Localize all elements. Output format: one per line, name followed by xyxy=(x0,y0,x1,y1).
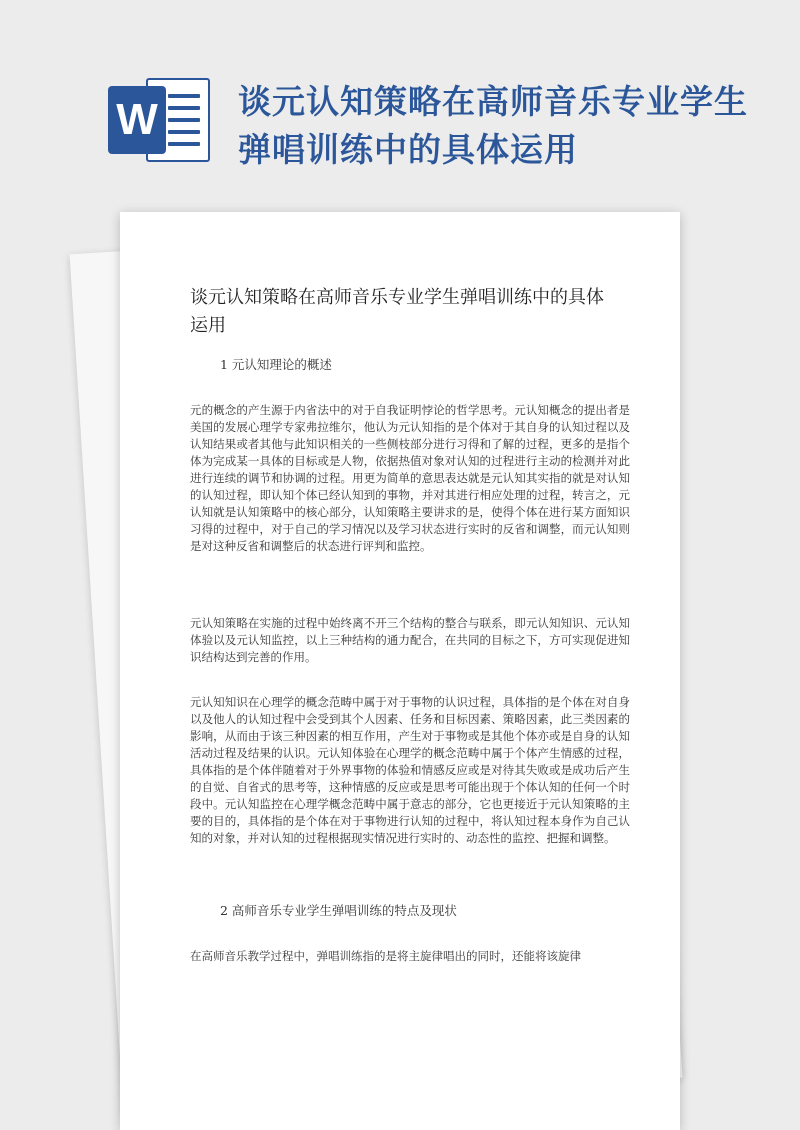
header xyxy=(0,0,800,200)
document-page xyxy=(120,212,680,1130)
word-badge-icon: W xyxy=(108,86,166,154)
paragraph-2: 元认知策略在实施的过程中始终离不开三个结构的整合与联系，即元认知知识、元认知体验以及元认知监控，以上三种结构的通力配合，在共同的目标之下，方可实现促进知识结构达到完善的作用。 xyxy=(190,616,630,664)
word-document-icon xyxy=(108,74,212,166)
paragraph-1: 元的概念的产生源于内省法中的对于自我证明悖论的哲学思考。元认知概念的提出者是美国的发展心理学专家弗拉维尔，他认为元认知指的是个体对于其自身的认知过程以及认知结果或者其他与此知识相关的一些侧枝部分进行习得和了解的过程，更多的是指个体为完成某一具体的目标或是人物，依据热值对象对认知的过程进行主动的检测并对此进行连续的调节和协调的过程。用更为简单的意思表达就是元认知其实指的就是对认知的认知过程，即认知个体已经认知到的事物，并对其进行相应处理的过程，转言之，元认知就是认知策略中的核心部分，认知策略主要讲求的是，使得个体在进行某方面知识习得的过程中，对于自己的学习情况以及学习状态进行实时的反省和调整，而元认知则是对这种反省和调整后的状态进行评判和监控。 xyxy=(190,403,630,553)
paragraph-3: 元认知知识在心理学的概念范畴中属于对于事物的认识过程，具体指的是个体在对自身以及他人的认知过程中会受到其个人因素、任务和目标因素、策略因素，此三类因素的影响，从而由于该三种因素的相互作用，产生对于事物或是其他个体亦或是自身的认知活动过程及结果的认识。元认知体验在心理学的概念范畴中属于个体产生情感的过程，具体指的是个体伴随着对于外界事物的体验和情感反应或是对待其失败或是成功后产生的自觉、自省式的思考等，这种情感的反应或是思考可能出现于个体认知的任何一个时段中。元认知监控在心理学概念范畴中属于意志的部分，它也更接近于元认知策略的主要的目的，具体指的是个体在对于事物进行认知的过程中，将认知过程本身作为自己认知的对象，并对认知的过程根据现实情况进行实时的、动态性的监控、把握和调整。 xyxy=(190,695,630,845)
paragraph-4: 在高师音乐教学过程中，弹唱训练指的是将主旋律唱出的同时，还能将该旋律 xyxy=(190,949,581,963)
section-heading-2: 2 高师音乐专业学生弹唱训练的特点及现状 xyxy=(220,903,457,918)
section-heading-1: 1 元认知理论的概述 xyxy=(220,357,332,372)
header-title: 谈元认知策略在高师音乐专业学生弹唱训练中的具体运用 xyxy=(238,82,748,169)
page-title: 谈元认知策略在高师音乐专业学生弹唱训练中的具体运用 xyxy=(190,287,604,336)
